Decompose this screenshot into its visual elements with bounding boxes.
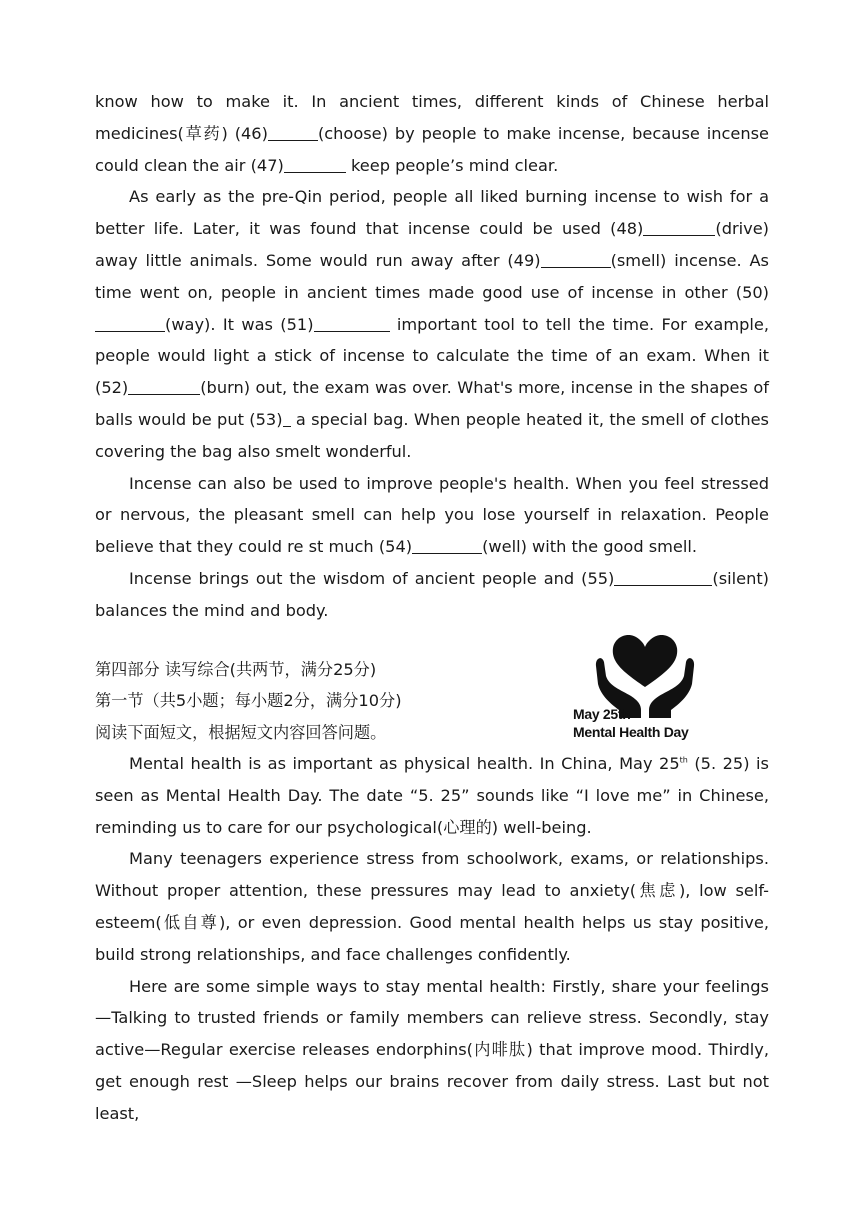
blank-50[interactable] [95, 315, 165, 332]
paragraph-simple-ways: Here are some simple ways to stay mental health: Firstly, share your feelings—Talking to trusted friends or family members can relieve stress. Secondly, stay active—Regular exercise releases endorphins(内啡肽) that improve mood. Thirdly, get enough rest —Sleep helps our brains recover from daily stress. Last but not least, [95, 976, 769, 1123]
blank-55[interactable] [614, 569, 712, 586]
paragraph-incense-history: As early as the pre-Qin period, people all liked burning incense to wish for a better life. Later, it was found that incense could be used (48) (drive) away little animals. Some would run away after (49) (smell) incense. As time went on, people in ancient times made good use of incense in other (50)(way). It was (51) important tool to tell the time. For example, people would light a stick of incense to calculate the time of an exam. When it (52) (burn) out, the exam was over. What's more, incense in the shapes of balls would be put (53) a special bag. When people heated it, the smell of clothes covering the bag also smelt wonderful. [95, 187, 769, 461]
blank-48[interactable] [643, 219, 715, 236]
blank-47[interactable] [284, 156, 346, 173]
blank-54[interactable] [412, 537, 482, 554]
paragraph-incense-intro: know how to make it. In ancient times, different kinds of Chinese herbal medicines(草药) (46) (choose) by people to make incense, because incense could clean the air (47) keep people’s mind clear. [95, 92, 769, 175]
blank-52[interactable] [128, 378, 200, 395]
mental-health-day-logo [573, 632, 698, 744]
section-subtitle: 第一节（共5小题；每小题2分，满分10分) [95, 691, 402, 711]
logo-date: May 25th [573, 705, 631, 722]
blank-51[interactable] [314, 315, 390, 332]
paragraph-mental-health-day: Mental health is as important as physical health. In China, May 25th (5. 25) is seen as Mental Health Day. The date “5. 25” sounds like “I love me” in Chinese, reminding us to care for our psychological(心理的) well-being. [95, 754, 769, 837]
reading-instruction: 阅读下面短文，根据短文内容回答问题。 [95, 722, 387, 742]
blank-49[interactable] [541, 251, 611, 268]
paragraph-incense-health: Incense can also be used to improve people's health. When you feel stressed or nervous, the pleasant smell can help you lose yourself in relaxation. People believe that they could re st much (54) (well) with the good smell. [95, 473, 769, 557]
paragraph-teen-stress: Many teenagers experience stress from schoolwork, exams, or relationships. Without proper attention, these pressures may lead to anxiety(焦虑), low self-esteem(低自尊), or even depression. Good mental health helps us stay positive, build strong relationships, and face challenges confidently. [95, 849, 769, 964]
document-page [95, 86, 769, 1130]
section-title: 第四部分 读写综合(共两节，满分25分) [95, 659, 377, 679]
paragraph-incense-wisdom: Incense brings out the wisdom of ancient people and (55) (silent) balances the mind and body. [95, 568, 769, 620]
blank-53[interactable] [283, 410, 291, 427]
blank-46[interactable] [268, 124, 318, 141]
logo-title: Mental Health Day [573, 723, 689, 740]
section-four [95, 654, 769, 1130]
